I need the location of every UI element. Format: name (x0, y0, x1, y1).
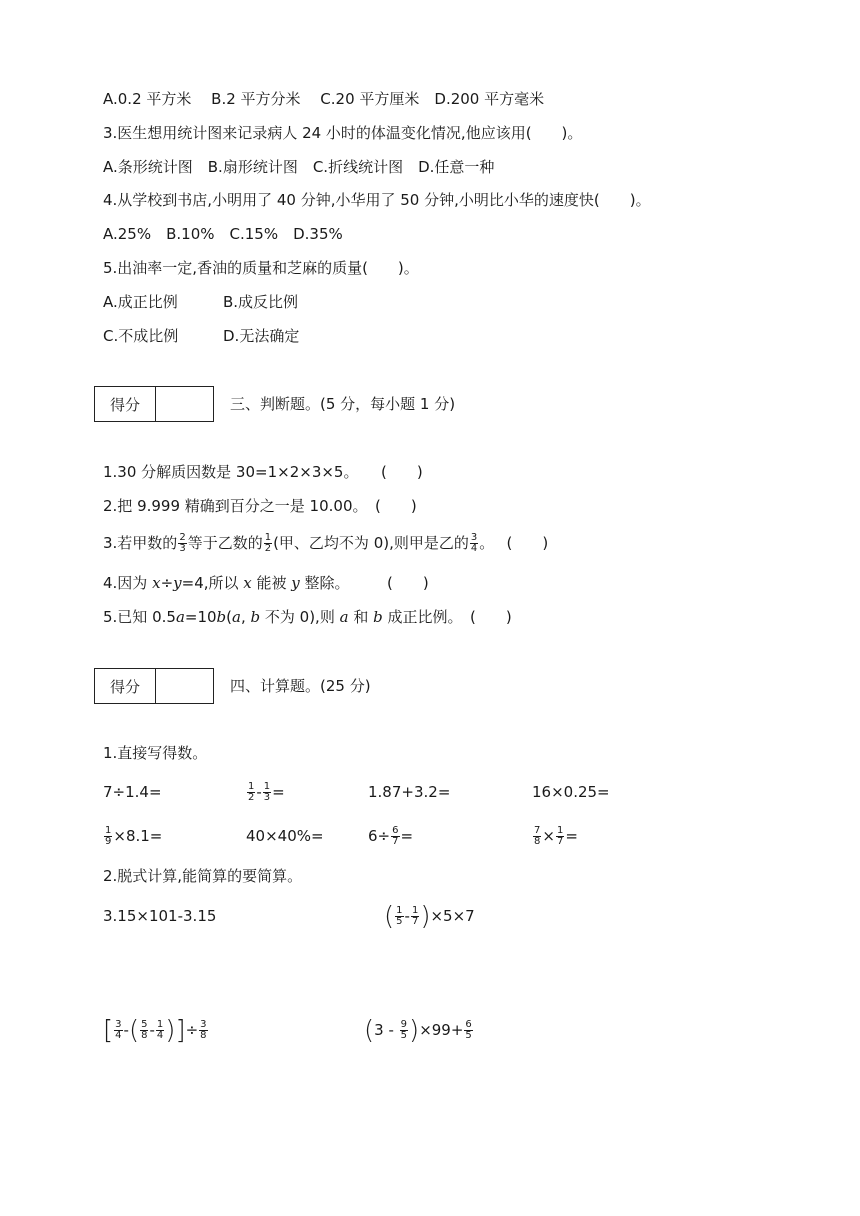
q5-option-b: B.成反比例 (223, 293, 299, 311)
fraction: $\frac{1}{2}$ (264, 532, 272, 554)
judge-item-4: 4.因为 x÷y=4,所以 x 能被 y 整除。 ( ) (103, 574, 429, 592)
section3-title: 三、判断题。(5 分，每小题 1 分) (230, 395, 456, 413)
calc-sub1: 1.直接写得数。 (103, 744, 208, 762)
q5-option-c: C.不成比例 (103, 327, 179, 345)
q2-options: A.0.2 平方米 B.2 平方分米 C.20 平方厘米 D.200 平方毫米 (103, 90, 545, 108)
fraction: $\frac{3}{4}$ (470, 532, 478, 554)
judge-item-3: 3.若甲数的 $\frac{2}{3}$ 等于乙数的 $\frac{1}{2}$ (甲、乙均不为 0),则甲是乙的 $\frac{3}{4}$ 。 ( ) (103, 532, 549, 554)
calc-sub2: 2.脱式计算,能简算的要简算。 (103, 867, 303, 885)
q5-option-d: D.无法确定 (223, 327, 300, 345)
judge-item-5: 5.已知 0.5a=10b(a, b 不为 0),则 a 和 b 成正比例。 ( ) (103, 608, 512, 626)
oral-calc-8: $\frac{7}{8}$ × $\frac{1}{7}$ = (534, 825, 578, 847)
expr-3: [ $\frac{3}{4}$ -( $\frac{5}{8}$ - $\frac{1}{4}$ )]÷ $\frac{3}{8}$ (103, 1015, 207, 1046)
judge-item-2: 2.把 9.999 精确到百分之一是 10.00。 ( ) (103, 497, 417, 515)
score-box-section3 (94, 386, 214, 422)
score-label: 得分 (95, 669, 156, 703)
q4-options: A.25% B.10% C.15% D.35% (103, 225, 343, 243)
oral-calc-4: 16×0.25= (532, 783, 610, 801)
score-label: 得分 (95, 387, 156, 421)
expr-4: (3 - $\frac{9}{5}$ )×99+ $\frac{6}{5}$ (364, 1015, 472, 1046)
expr-2: ( $\frac{1}{5}$ - $\frac{1}{7}$ )×5×7 (384, 901, 475, 932)
judge-item-1: 1.30 分解质因数是 30=1×2×3×5。 ( ) (103, 463, 423, 481)
q5-stem: 5.出油率一定,香油的质量和芝麻的质量( )。 (103, 259, 419, 277)
oral-calc-2: $\frac{1}{2}$ - $\frac{1}{3}$ = (248, 781, 285, 803)
score-value-field[interactable] (156, 669, 213, 703)
oral-calc-7: 6÷ $\frac{6}{7}$ = (368, 825, 414, 847)
oral-calc-5: $\frac{1}{9}$ ×8.1= (105, 825, 163, 847)
fraction: $\frac{2}{3}$ (179, 532, 186, 554)
oral-calc-1: 7÷1.4= (103, 783, 162, 801)
expr-1: 3.15×101-3.15 (103, 907, 217, 925)
score-value-field[interactable] (156, 387, 213, 421)
oral-calc-6: 40×40%= (246, 827, 324, 845)
q4-stem: 4.从学校到书店,小明用了 40 分钟,小华用了 50 分钟,小明比小华的速度快( )。 (103, 191, 651, 209)
score-box-section4 (94, 668, 214, 704)
q3-stem: 3.医生想用统计图来记录病人 24 小时的体温变化情况,他应该用( )。 (103, 124, 583, 142)
section4-title: 四、计算题。(25 分) (230, 677, 371, 695)
q3-options: A.条形统计图 B.扇形统计图 C.折线统计图 D.任意一种 (103, 158, 495, 176)
oral-calc-3: 1.87+3.2= (368, 783, 451, 801)
q5-option-a: A.成正比例 (103, 293, 178, 311)
